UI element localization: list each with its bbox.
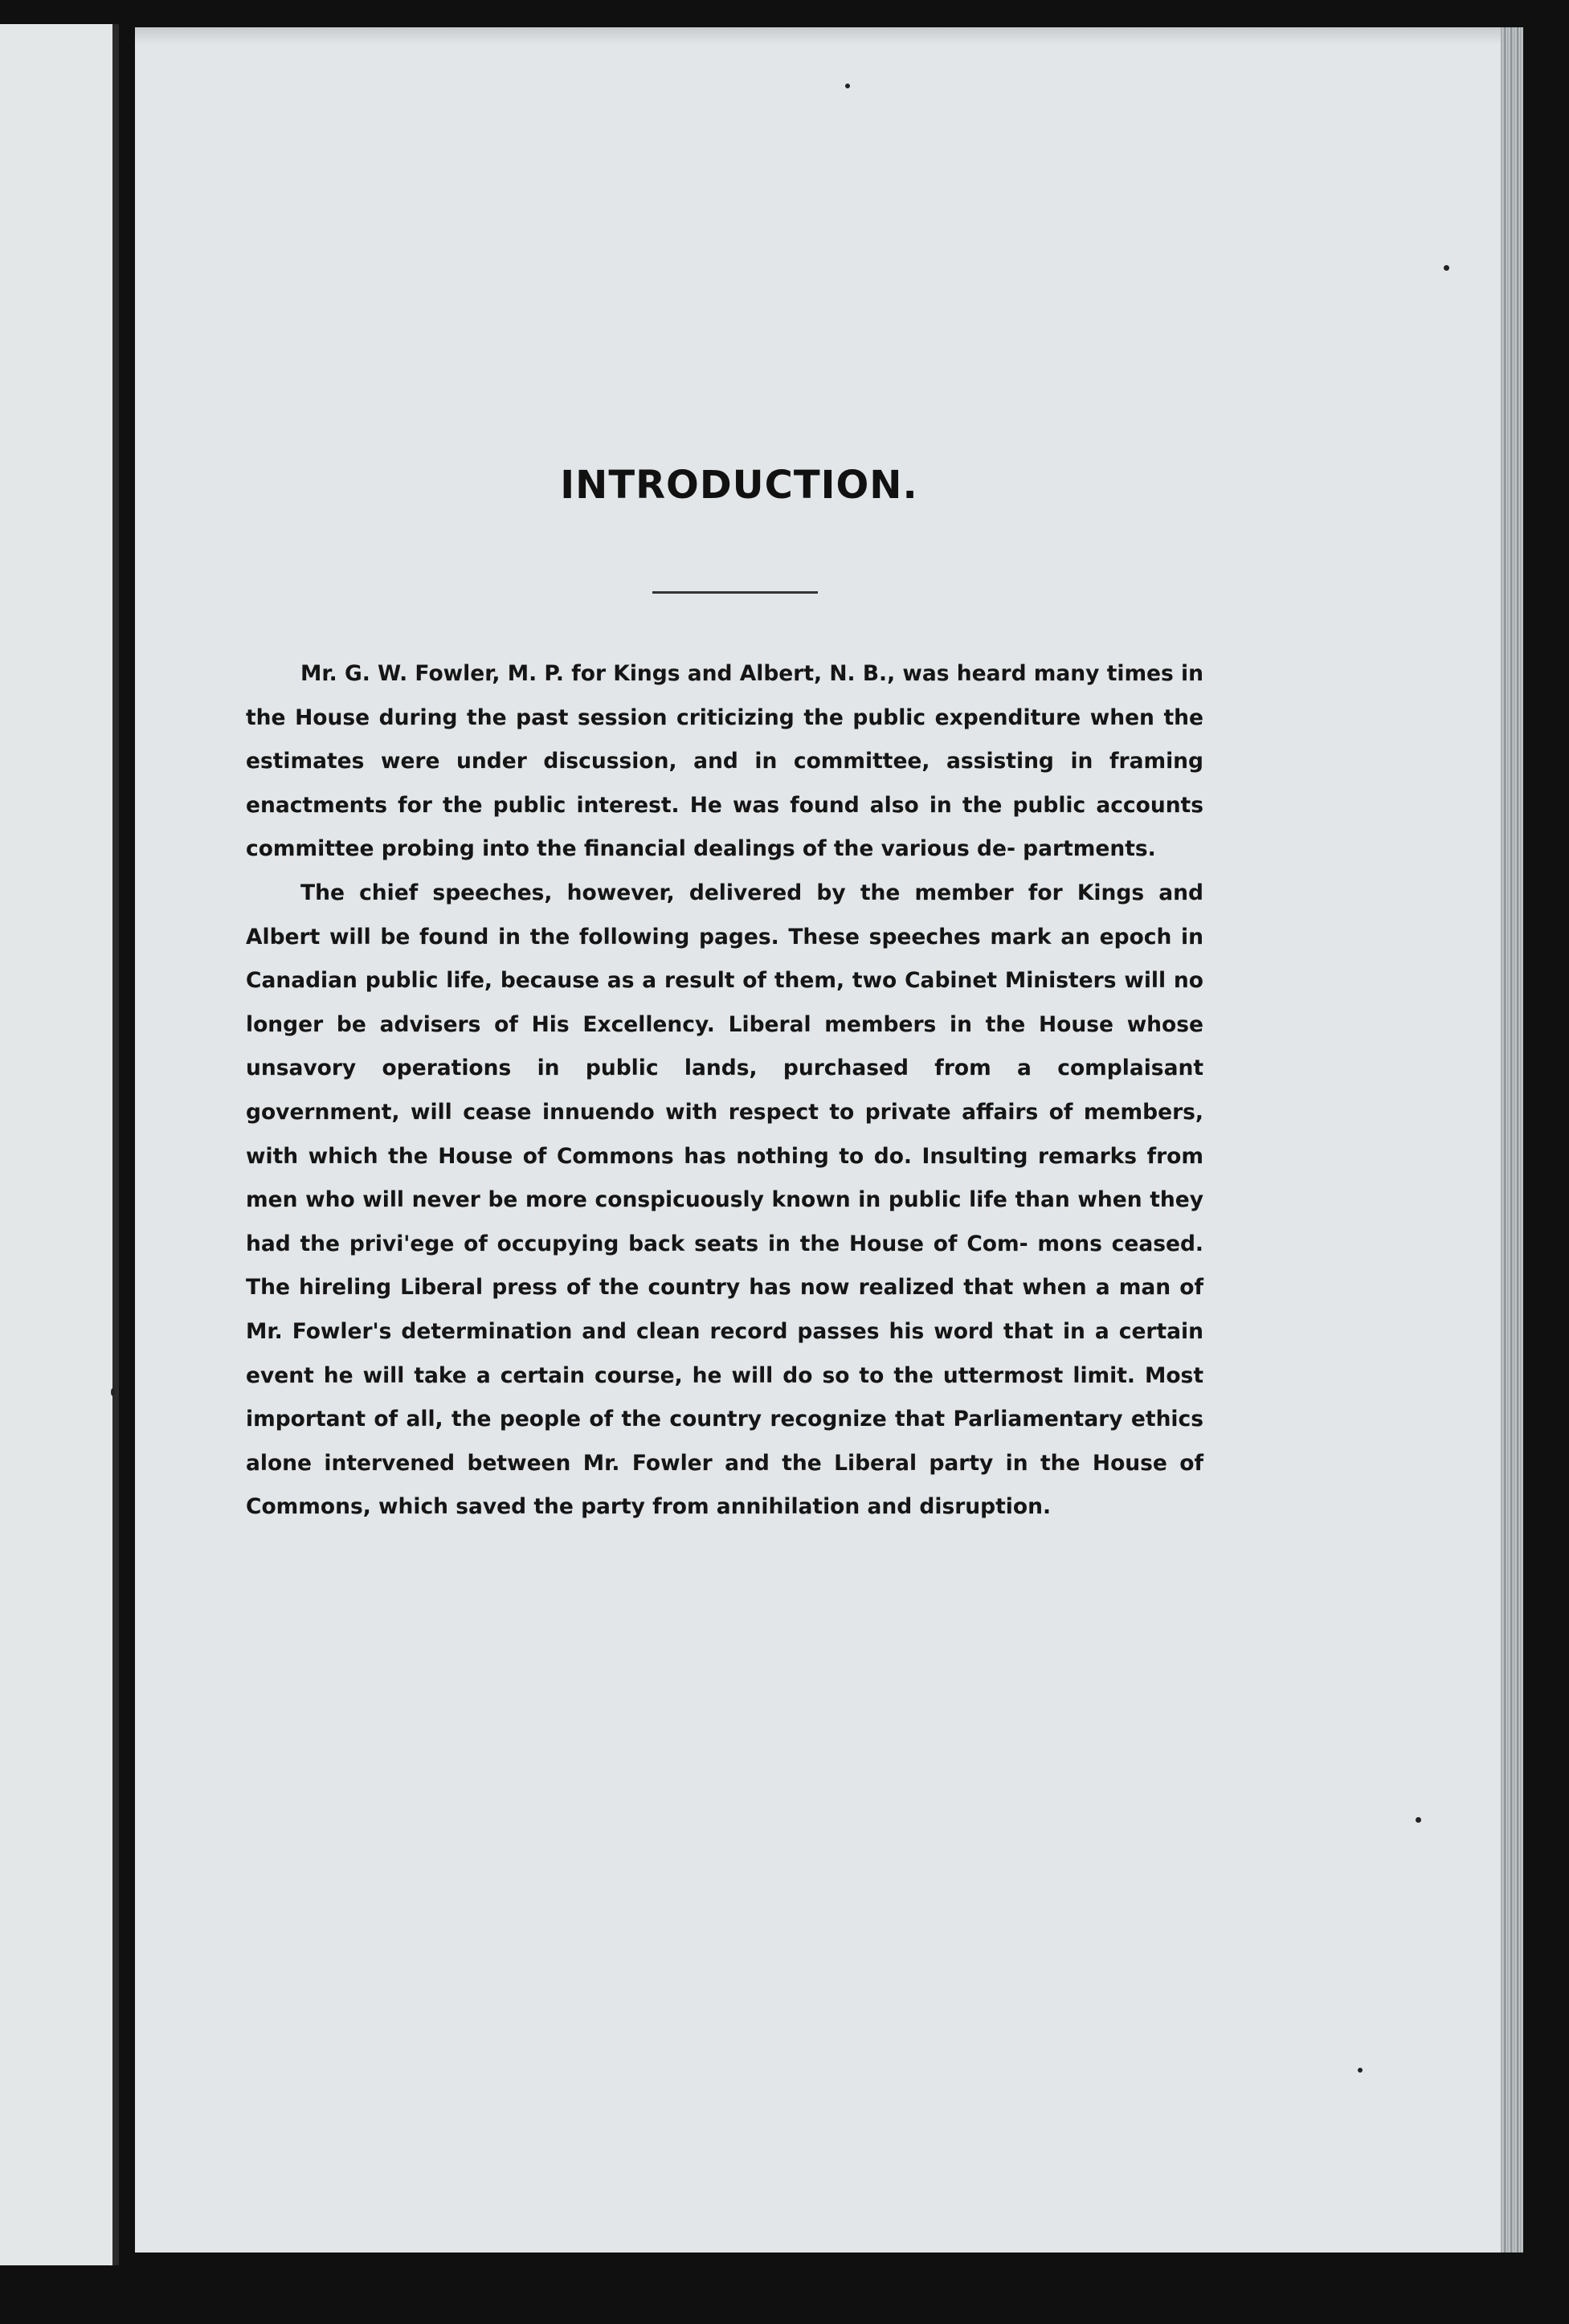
title-divider bbox=[652, 591, 818, 594]
gutter-shadow bbox=[112, 24, 119, 2265]
paragraph-1: Mr. G. W. Fowler, M. P. for Kings and Albert, N. B., was heard many times in the House during the past session criticizing the public expenditure when the estimates were under discussion, and in committee, assisting in framing enactments for the public interest. He was found also in the public accounts committee probing into the financial dealings of the various de- partments. bbox=[246, 661, 1203, 862]
page-top-shadow bbox=[135, 27, 1523, 45]
paragraph-2: The chief speeches, however, delivered by the member for Kings and Albert will be found in the following pages. These speeches mark an epoch in Canadian public life, because as a result of them, two Cabinet Ministers will no longer be advisers of His Excellency. Liberal members in the House whose unsavory operations in public lands, purchased from a complaisant government, will cease innuendo with respect to private affairs of members, with which the House of Commons has nothing to do. Insulting remarks from men who will never be more conspicuously known in public life than when they had the privi'ege of occupying back seats in the House of Com- mons ceased. The hireling Liberal press of the country has now realized that when a man of Mr. Fowler's determination and clean record passes his word that in a certain event he will take a certain course, he will do so to the uttermost limit. Most important of all, the people of the country recognize that Parliamentary ethics alone intervened between Mr. Fowler and the Liberal party in the House of Commons, which saved the party from annihilation and disruption. bbox=[246, 880, 1203, 1520]
dust-speck bbox=[1358, 2068, 1363, 2073]
body-text bbox=[246, 652, 1203, 1530]
dust-speck bbox=[1444, 265, 1449, 271]
dust-speck bbox=[845, 84, 850, 88]
page-right-edge bbox=[1501, 27, 1523, 2253]
page-title: INTRODUCTION. bbox=[560, 463, 918, 508]
dust-speck bbox=[1416, 1817, 1421, 1823]
left-page-fragment bbox=[0, 24, 119, 2265]
dust-speck bbox=[111, 1388, 115, 1396]
